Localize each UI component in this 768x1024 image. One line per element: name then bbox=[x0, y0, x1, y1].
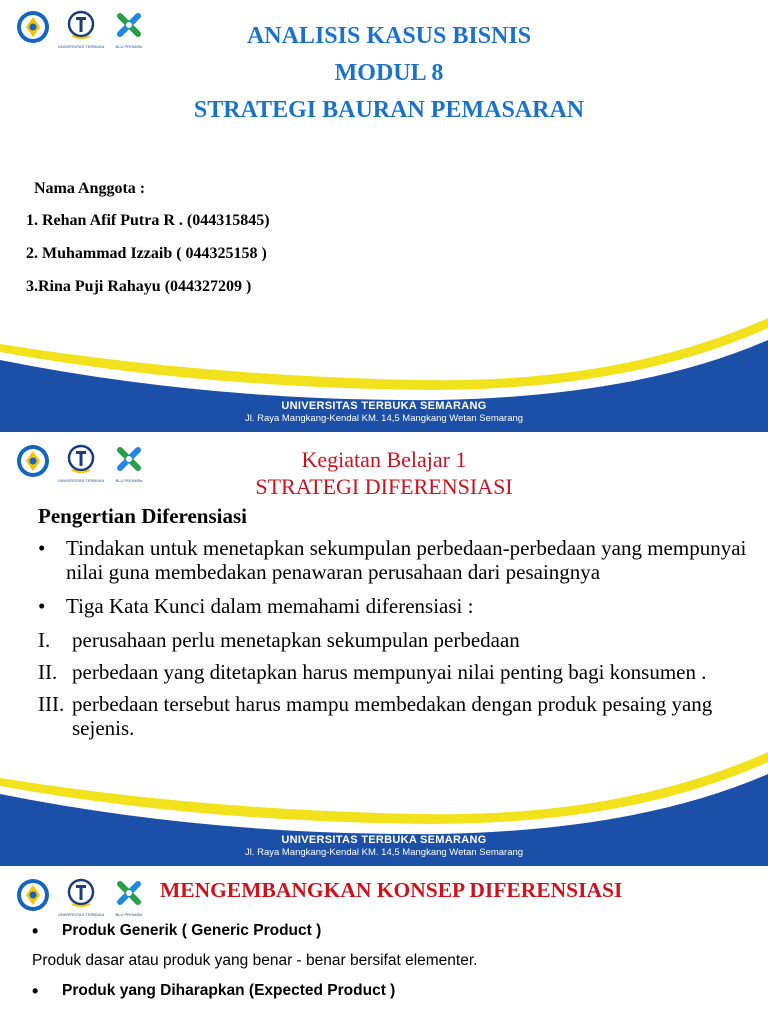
member-item: 2. Muhammad Izzaib ( 044325158 ) bbox=[26, 245, 267, 262]
slide-2-title bbox=[0, 446, 768, 500]
numbered-item-text: perbedaan tersebut harus mampu membedakan dengan produk pesaing yang sejenis. bbox=[72, 692, 713, 740]
numbered-item-text: perusahaan perlu menetapkan sekumpulan perbedaan bbox=[72, 628, 520, 652]
numbered-item bbox=[38, 628, 748, 652]
slide-1 bbox=[0, 0, 768, 432]
university-name: UNIVERSITAS TERBUKA SEMARANG bbox=[281, 834, 487, 846]
university-name: UNIVERSITAS TERBUKA SEMARANG bbox=[281, 400, 487, 412]
university-address: Jl. Raya Mangkang-Kendal KM. 14,5 Mangkang Wetan Semarang bbox=[244, 413, 524, 424]
banner-text bbox=[0, 834, 768, 858]
member-item: 1. Rehan Afif Putra R . (044315845) bbox=[26, 212, 270, 229]
member-item: 3.Rina Puji Rahayu (044327209 ) bbox=[26, 278, 252, 295]
slide-1-title bbox=[0, 18, 768, 129]
slide-3-body bbox=[32, 922, 752, 1012]
numbered-item-text: perbedaan yang ditetapkan harus mempunyai nilai penting bagi konsumen . bbox=[72, 660, 707, 684]
bullet-item bbox=[32, 982, 752, 1000]
numbered-item-number: I. bbox=[38, 628, 51, 652]
universitas-terbuka-label: UNIVERSITAS TERBUKA bbox=[58, 44, 105, 49]
members-heading: Nama Anggota : bbox=[34, 180, 146, 197]
slide-2 bbox=[0, 434, 768, 866]
bullet-text: Produk Generik ( Generic Product ) bbox=[62, 922, 322, 939]
numbered-item bbox=[38, 692, 748, 740]
bullet-dot-icon: • bbox=[38, 594, 46, 618]
title-line-1: ANALISIS KASUS BISNIS bbox=[246, 23, 532, 49]
numbered-item bbox=[38, 660, 748, 684]
universitas-terbuka-logo-icon bbox=[58, 878, 105, 917]
bullet-text: Tindakan untuk menetapkan sekumpulan perbedaan-perbedaan yang mempunyai nilai guna membedakan penawaran perusahaan dari pesaingnya bbox=[66, 536, 747, 584]
strategi-diferensiasi-label: STRATEGI DIFERENSIASI bbox=[255, 474, 513, 499]
slide-2-body bbox=[38, 504, 748, 748]
blu-promise-logo-icon bbox=[112, 878, 146, 917]
university-address: Jl. Raya Mangkang-Kendal KM. 14,5 Mangkang Wetan Semarang bbox=[244, 847, 524, 858]
universitas-terbuka-label: UNIVERSITAS TERBUKA bbox=[58, 478, 105, 483]
numbered-item-number: III. bbox=[38, 692, 65, 716]
paragraph-text: Produk dasar atau produk yang benar - benar bersifat elementer. bbox=[32, 952, 478, 969]
title-line-2: MODUL 8 bbox=[334, 60, 444, 86]
footer-banner bbox=[0, 318, 768, 432]
banner-text bbox=[0, 400, 768, 424]
footer-banner bbox=[0, 752, 768, 866]
blu-promise-label: BLU PROMISe bbox=[115, 912, 143, 917]
logo-group bbox=[16, 878, 146, 917]
bullet-dot-icon: • bbox=[38, 536, 46, 560]
numbered-item-number: II. bbox=[38, 660, 58, 684]
bullet-dot-icon: • bbox=[32, 921, 39, 941]
bullet-item bbox=[38, 594, 748, 618]
bullet-item bbox=[32, 922, 752, 940]
blu-promise-label: BLU PROMISe bbox=[115, 478, 143, 483]
blu-promise-label: BLU PROMISe bbox=[115, 44, 143, 49]
slide-3-title: MENGEMBANGKAN KONSEP DIFERENSIASI bbox=[160, 878, 623, 902]
bullet-item bbox=[38, 536, 748, 584]
bullet-text: Produk yang Diharapkan (Expected Product ) bbox=[62, 982, 396, 999]
kegiatan-belajar-label: Kegiatan Belajar 1 bbox=[301, 447, 467, 472]
bullet-text: Tiga Kata Kunci dalam memahami diferensiasi : bbox=[66, 594, 474, 618]
title-line-3: STRATEGI BAURAN PEMASARAN bbox=[193, 97, 585, 123]
slide-3 bbox=[0, 868, 768, 1024]
members-list bbox=[26, 180, 270, 311]
bullet-dot-icon: • bbox=[32, 981, 39, 1001]
kemdikbud-logo-icon bbox=[16, 878, 50, 912]
universitas-terbuka-label: UNIVERSITAS TERBUKA bbox=[58, 912, 105, 917]
pengertian-heading: Pengertian Diferensiasi bbox=[38, 504, 247, 528]
